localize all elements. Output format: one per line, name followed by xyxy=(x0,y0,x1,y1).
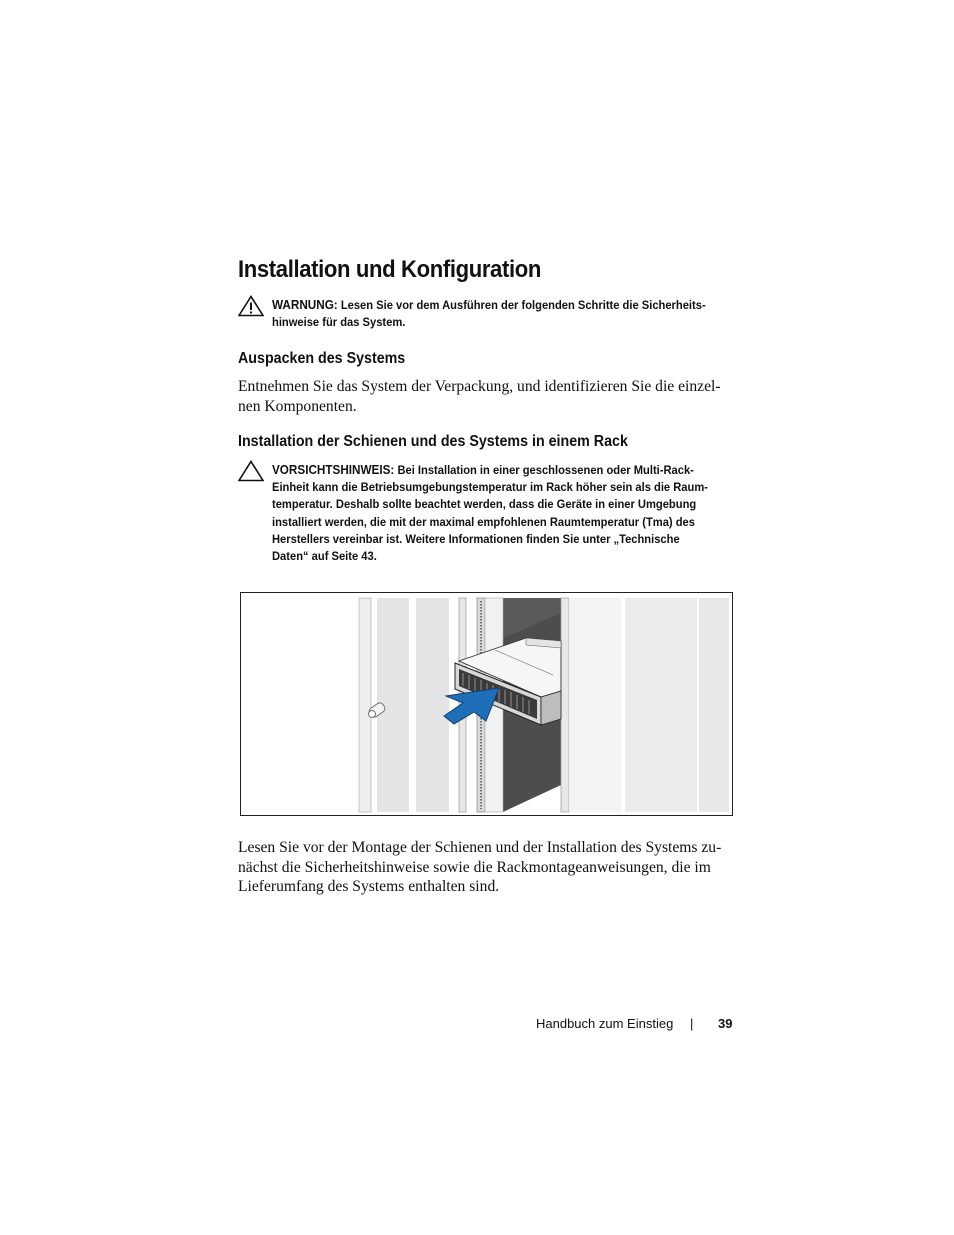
rack-safety-paragraph: Lesen Sie vor der Montage der Schienen und der Installation des Systems zu- nächst die Sicherheitshinweise sowie die Rackmontageanweisungen, die im Lieferumfang des Systems enthalten sind. xyxy=(238,839,722,895)
section-heading-rack-installation: Installation der Schienen und des Systems in einem Rack xyxy=(238,433,628,450)
warning-triangle-icon xyxy=(238,295,264,317)
caution-triangle-icon xyxy=(238,460,264,482)
page-number: 39 xyxy=(718,1016,733,1031)
warning-note: WARNUNG: Lesen Sie vor dem Ausführen der folgenden Schritte die Sicherheits- hinweise für das System. xyxy=(272,298,706,330)
footer-separator: | xyxy=(690,1016,694,1031)
caution-note: VORSICHTSHINWEIS: Bei Installation in einer geschlossenen oder Multi-Rack- Einheit kann die Betriebsumgebungstemperatur im Rack höher sein als die Raum- temperatur. Deshalb sollte beachtet werden, dass die Geräte in einer Umgebung installiert werden, die mit der maximal empfohlenen Raumtemperatur (Tma) des Herstellers vereinbar ist. Weitere Informationen finden Sie unter „Technische Daten“ auf Seite 43. xyxy=(272,463,708,564)
section-heading-unpacking: Auspacken des Systems xyxy=(238,350,406,367)
rack-illustration-drawing xyxy=(241,593,733,816)
warning-label: WARNUNG: xyxy=(272,298,338,312)
rack-installation-illustration xyxy=(240,592,733,816)
caution-label: VORSICHTSHINWEIS: xyxy=(272,463,395,477)
unpacking-paragraph: Entnehmen Sie das System der Verpackung, und identifizieren Sie die einzel- nen Komponenten. xyxy=(238,378,721,415)
footer-title: Handbuch zum Einstieg xyxy=(536,1016,674,1031)
page-title: Installation und Konfiguration xyxy=(238,256,541,283)
